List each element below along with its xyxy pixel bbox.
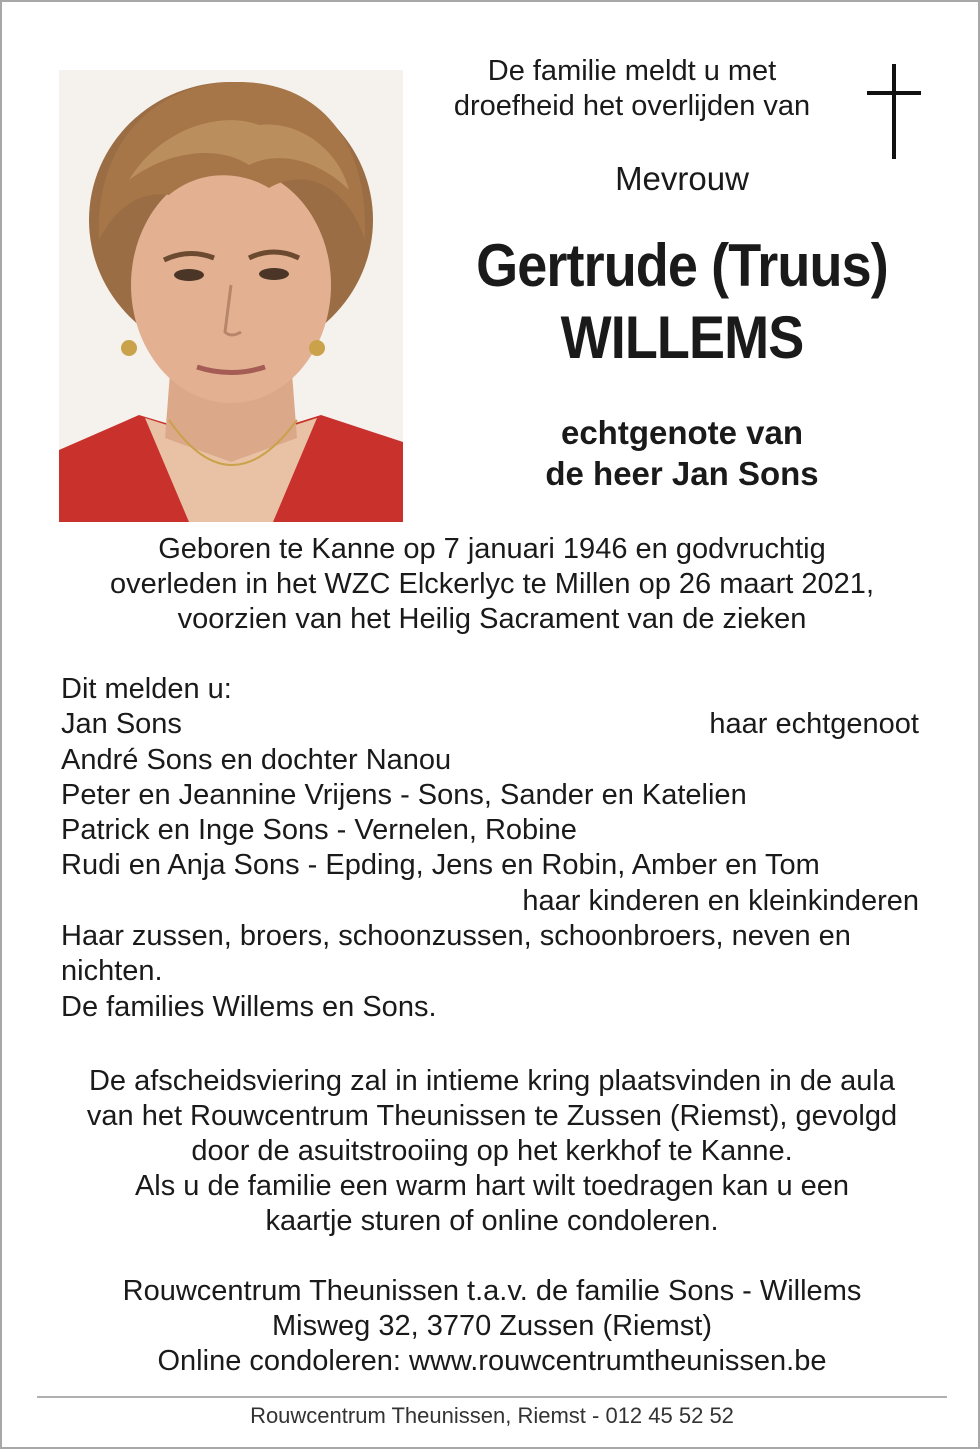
portrait-photo: [59, 70, 403, 522]
mourner-row: [61, 707, 919, 742]
deceased-name: [457, 230, 907, 374]
condolence-link[interactable]: Online condoleren: www.rouwcentrumtheunissen.be: [157, 1345, 827, 1377]
born-line: voorzien van het Heilig Sacrament van de zieken: [177, 603, 807, 635]
mourner-row: Rudi en Anja Sons - Epding, Jens en Robin, Amber en Tom: [61, 849, 820, 882]
relation-label: haar echtgenoot: [709, 708, 919, 741]
honorific: Mevrouw: [615, 160, 749, 197]
mourner-row: Haar zussen, broers, schoonzussen, schoonbroers, neven en nichten.: [61, 920, 851, 988]
spouse-line: echtgenote van: [560, 414, 804, 451]
intro-line: De familie meldt u met: [487, 55, 777, 87]
ceremony-line: De afscheidsviering zal in intieme kring plaatsvinden in de aula: [88, 1065, 895, 1097]
intro-text: [422, 54, 842, 124]
mourner-row: De families Willems en Sons.: [61, 990, 437, 1023]
spouse-text: [472, 412, 892, 494]
ceremony-line: door de asuitstrooiing op het kerkhof te Kanne.: [191, 1135, 793, 1167]
ceremony-line: kaartje sturen of online condoleren.: [265, 1205, 719, 1237]
footer-divider: [37, 1396, 947, 1398]
footer-text: Rouwcentrum Theunissen, Riemst - 012 45 52 52: [250, 1403, 734, 1428]
mourners-heading: Dit melden u:: [61, 673, 232, 705]
contact-text: [22, 1274, 962, 1379]
contact-line: Misweg 32, 3770 Zussen (Riemst): [272, 1310, 712, 1342]
ceremony-text: [22, 1064, 962, 1239]
cross-icon: [864, 62, 924, 162]
birth-death-text: [22, 532, 962, 637]
intro-line: droefheid het overlijden van: [453, 90, 811, 122]
ceremony-line: van het Rouwcentrum Theunissen te Zussen (Riemst), gevolgd: [86, 1100, 898, 1132]
mourner-row: André Sons en dochter Nanou: [61, 743, 452, 776]
born-line: overleden in het WZC Elckerlyc te Millen op 26 maart 2021,: [109, 568, 874, 600]
spouse-line: de heer Jan Sons: [545, 455, 819, 492]
relation-label: haar kinderen en kleinkinderen: [522, 884, 919, 917]
name-line-last: WILLEMS: [560, 304, 804, 371]
ceremony-line: Als u de familie een warm hart wilt toedragen kan u een: [134, 1170, 850, 1202]
contact-line: Rouwcentrum Theunissen t.a.v. de familie Sons - Willems: [122, 1275, 862, 1307]
mourners-list: [61, 672, 919, 1025]
mourner-husband: Jan Sons: [61, 708, 182, 741]
name-line-first: Gertrude (Truus): [476, 232, 888, 299]
mourner-row: Peter en Jeannine Vrijens - Sons, Sander en Katelien: [61, 778, 747, 811]
born-line: Geboren te Kanne op 7 januari 1946 en godvruchtig: [158, 533, 826, 565]
mourner-row: Patrick en Inge Sons - Vernelen, Robine: [61, 814, 577, 847]
